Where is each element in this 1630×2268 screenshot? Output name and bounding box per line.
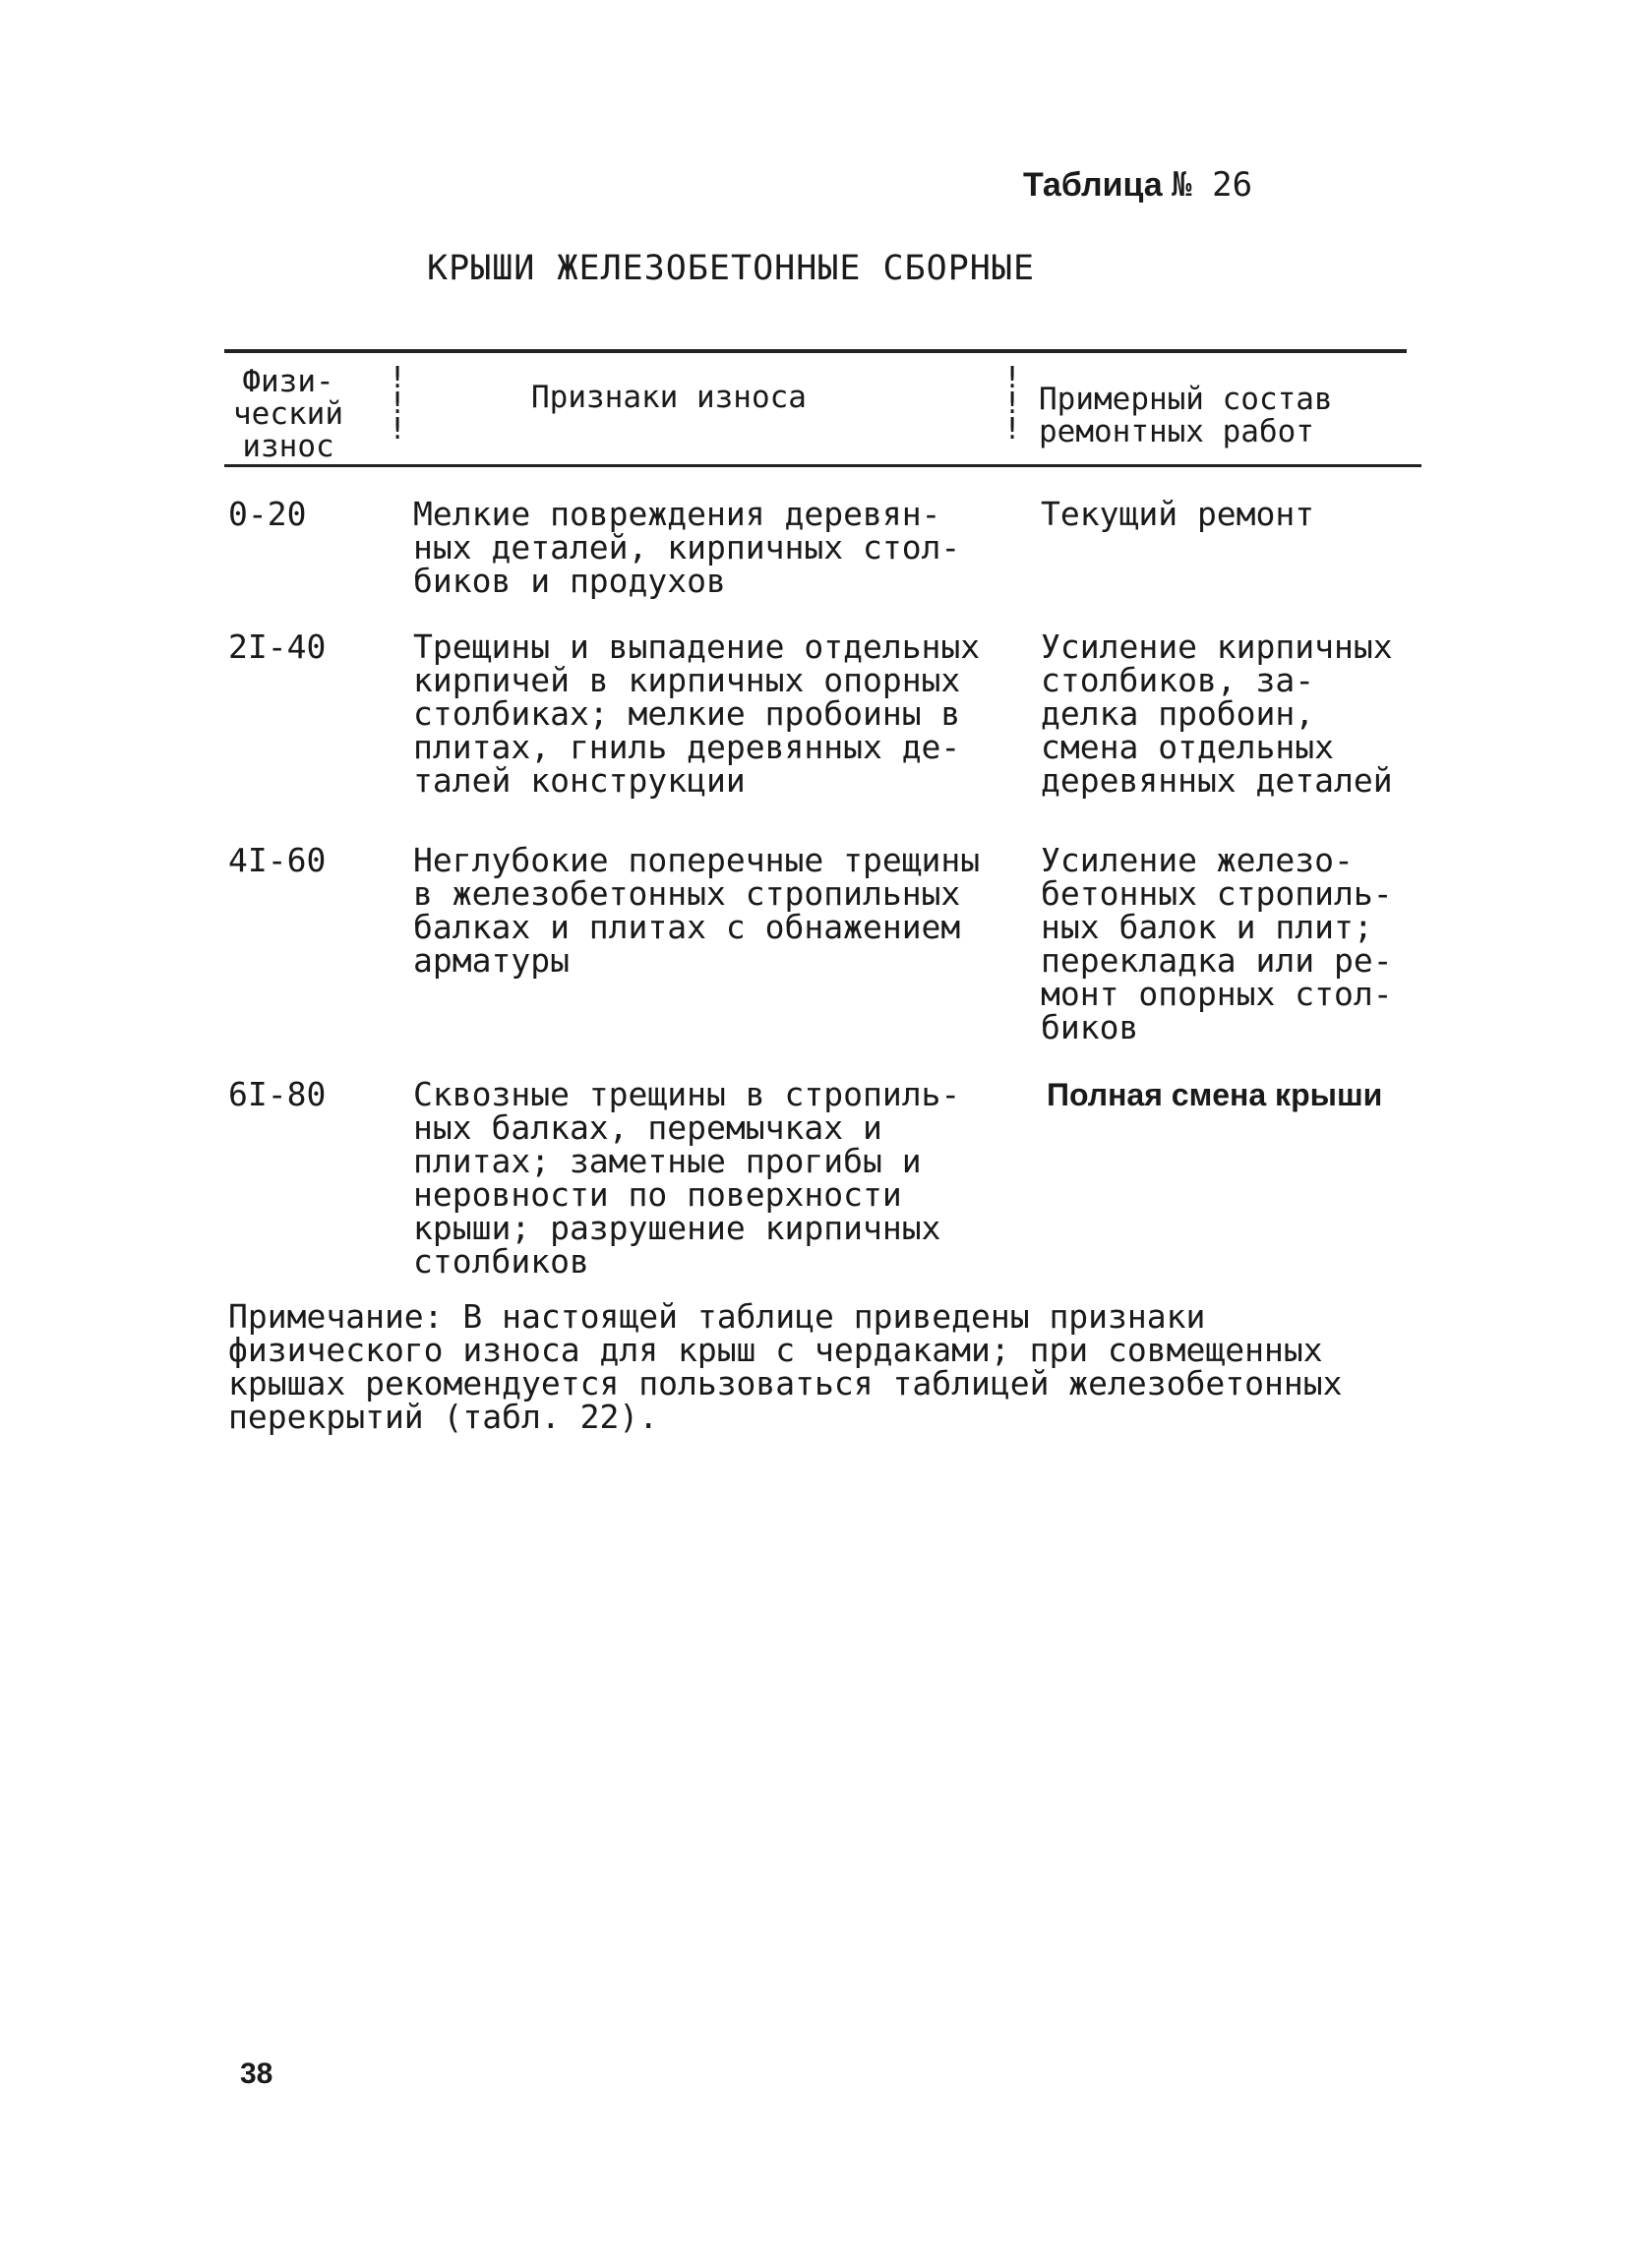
table-label: Таблица [1023,166,1163,204]
table-note: Примечание: В настоящей таблице приведены признаки физического износа для крыш с чердаками; при совмещенных крышах рекомендуется пользоваться таблицей железобетонных перекрытий (табл. 22). [228,1297,1343,1436]
wear-range: 0-20 [228,495,307,533]
table-number-label [1023,165,1252,205]
document-title: КРЫШИ ЖЕЛЕЗОБЕТОННЫЕ СБОРНЫЕ [427,249,1036,288]
table-header-rule [224,464,1421,467]
table-top-rule [224,349,1407,353]
repair-works: Усиление кирпичных столбиков, за- делка пробоин, смена отдельных деревянных деталей [1041,627,1393,800]
repair-works: Полная смена крыши [1047,1077,1383,1112]
column-separator: ! ! ! [1003,361,1022,447]
wear-signs: Сквозные трещины в стропиль- ных балках, перемычках и плитах; заметные прогибы и неровности по поверхности крыши; разрушение кирпичных столбиков [413,1075,961,1281]
column-header-signs: Признаки износа [531,380,807,415]
wear-signs: Трещины и выпадение отдельных кирпичей в кирпичных опорных столбиках; мелкие пробоины в плитах, гниль деревянных де- талей конструкции [413,627,981,800]
column-separator: ! ! ! [389,361,407,447]
wear-range: 4I-60 [228,841,327,879]
table-number: № 26 [1172,165,1253,205]
wear-range: 6I-80 [228,1075,327,1113]
repair-works: Текущий ремонт [1041,495,1315,533]
wear-range: 2I-40 [228,627,327,666]
wear-signs: Неглубокие поперечные трещины в железобетонных стропильных балках и плитах с обнажением арматуры [413,841,981,980]
column-header-wear: Физи- ческий износ [233,364,343,464]
repair-works: Усиление железо- бетонных стропиль- ных балок и плит; перекладка или ре- монт опорных стол- биков [1041,841,1393,1046]
column-header-repairs: Примерный состав ремонтных работ [1039,382,1333,449]
wear-signs: Мелкие повреждения деревян- ных деталей, кирпичных стол- биков и продухов [413,495,961,600]
page-number: 38 [240,2058,273,2090]
